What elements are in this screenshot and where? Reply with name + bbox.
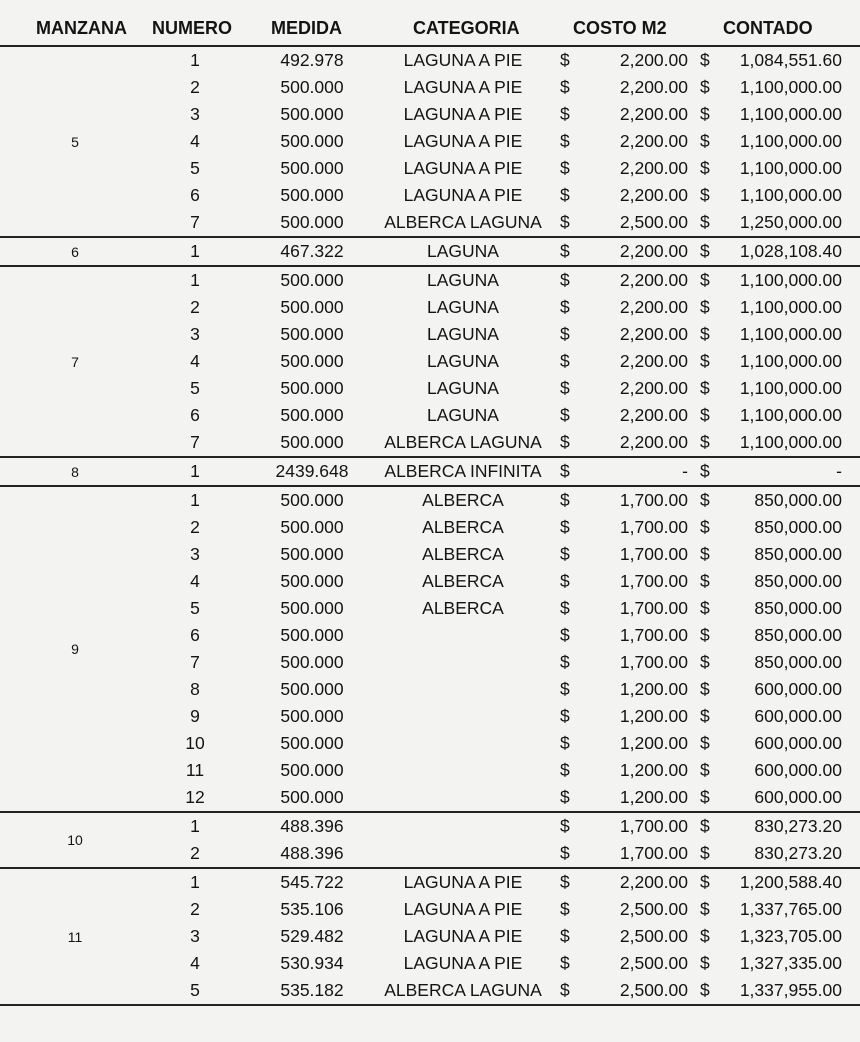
currency-symbol: $ bbox=[560, 212, 570, 232]
cost-per-m2: 2,200.00 bbox=[619, 270, 688, 290]
cash-price: 1,100,000.00 bbox=[739, 185, 842, 205]
cash-price: 1,100,000.00 bbox=[739, 270, 842, 290]
lot-category: ALBERCA bbox=[422, 571, 504, 591]
table-row bbox=[0, 840, 860, 867]
currency-symbol: $ bbox=[700, 405, 710, 425]
manzana-group bbox=[0, 47, 860, 238]
cash-price: 1,100,000.00 bbox=[739, 351, 842, 371]
currency-symbol: $ bbox=[560, 899, 570, 919]
lot-area: 467.322 bbox=[280, 241, 344, 261]
lot-number: 7 bbox=[190, 212, 200, 232]
currency-symbol: $ bbox=[560, 461, 570, 481]
currency-symbol: $ bbox=[560, 241, 570, 261]
currency-symbol: $ bbox=[700, 77, 710, 97]
currency-symbol: $ bbox=[700, 104, 710, 124]
cost-per-m2: 1,700.00 bbox=[619, 598, 688, 618]
lot-area: 530.934 bbox=[280, 953, 344, 973]
lot-area: 488.396 bbox=[280, 816, 344, 836]
lot-category: LAGUNA A PIE bbox=[403, 158, 523, 178]
lot-number: 2 bbox=[190, 517, 200, 537]
cash-price: 830,273.20 bbox=[754, 843, 842, 863]
table-row bbox=[0, 730, 860, 757]
header-contado: CONTADO bbox=[723, 18, 813, 38]
lot-category: LAGUNA A PIE bbox=[403, 131, 523, 151]
cash-price: 850,000.00 bbox=[754, 598, 842, 618]
table-header bbox=[0, 0, 860, 45]
lot-area: 535.182 bbox=[280, 980, 344, 1000]
currency-symbol: $ bbox=[560, 679, 570, 699]
currency-symbol: $ bbox=[560, 324, 570, 344]
lot-area: 500.000 bbox=[280, 104, 344, 124]
table-row bbox=[0, 155, 860, 182]
currency-symbol: $ bbox=[700, 816, 710, 836]
header-categoria: CATEGORIA bbox=[413, 18, 520, 38]
cash-price: 1,100,000.00 bbox=[739, 378, 842, 398]
cash-price: 600,000.00 bbox=[754, 679, 842, 699]
table-row bbox=[0, 813, 860, 840]
cost-per-m2: 2,200.00 bbox=[619, 131, 688, 151]
cost-per-m2: 2,200.00 bbox=[619, 158, 688, 178]
lot-number: 2 bbox=[190, 297, 200, 317]
cost-per-m2: 2,500.00 bbox=[619, 953, 688, 973]
lot-category: LAGUNA bbox=[427, 241, 499, 261]
lot-area: 500.000 bbox=[280, 544, 344, 564]
cost-per-m2: 2,200.00 bbox=[619, 432, 688, 452]
cash-price: 600,000.00 bbox=[754, 760, 842, 780]
lot-area: 500.000 bbox=[280, 652, 344, 672]
currency-symbol: $ bbox=[560, 787, 570, 807]
lot-number: 9 bbox=[190, 706, 200, 726]
lot-number: 3 bbox=[190, 104, 200, 124]
cost-per-m2: 2,200.00 bbox=[619, 185, 688, 205]
cost-per-m2: 2,200.00 bbox=[619, 872, 688, 892]
currency-symbol: $ bbox=[560, 351, 570, 371]
cost-per-m2: 1,700.00 bbox=[619, 571, 688, 591]
lot-area: 500.000 bbox=[280, 706, 344, 726]
cost-per-m2: 1,200.00 bbox=[619, 706, 688, 726]
currency-symbol: $ bbox=[560, 544, 570, 564]
cost-per-m2: 1,700.00 bbox=[619, 490, 688, 510]
table-row bbox=[0, 896, 860, 923]
manzana-label: 9 bbox=[71, 641, 79, 657]
manzana-group bbox=[0, 869, 860, 1006]
lot-category: LAGUNA bbox=[427, 324, 499, 344]
currency-symbol: $ bbox=[700, 432, 710, 452]
lot-area: 488.396 bbox=[280, 843, 344, 863]
manzana-label: 10 bbox=[67, 832, 83, 848]
currency-symbol: $ bbox=[700, 571, 710, 591]
cost-per-m2: 2,200.00 bbox=[619, 405, 688, 425]
lot-number: 1 bbox=[190, 816, 200, 836]
cash-price: 830,273.20 bbox=[754, 816, 842, 836]
cash-price: 850,000.00 bbox=[754, 544, 842, 564]
table-row bbox=[0, 923, 860, 950]
currency-symbol: $ bbox=[700, 297, 710, 317]
lot-area: 500.000 bbox=[280, 432, 344, 452]
currency-symbol: $ bbox=[700, 490, 710, 510]
lot-number: 11 bbox=[185, 760, 205, 780]
cost-per-m2: 1,200.00 bbox=[619, 760, 688, 780]
cost-per-m2: 2,500.00 bbox=[619, 980, 688, 1000]
table-row bbox=[0, 101, 860, 128]
cash-price: 850,000.00 bbox=[754, 517, 842, 537]
cash-price: 1,100,000.00 bbox=[739, 405, 842, 425]
table-row bbox=[0, 348, 860, 375]
currency-symbol: $ bbox=[700, 185, 710, 205]
currency-symbol: $ bbox=[560, 652, 570, 672]
lot-area: 500.000 bbox=[280, 378, 344, 398]
table-row bbox=[0, 267, 860, 294]
cash-price: 1,327,335.00 bbox=[739, 953, 842, 973]
table-row bbox=[0, 568, 860, 595]
cost-per-m2: 2,500.00 bbox=[619, 926, 688, 946]
lot-number: 1 bbox=[190, 461, 200, 481]
currency-symbol: $ bbox=[700, 351, 710, 371]
table-row bbox=[0, 487, 860, 514]
lot-area: 2439.648 bbox=[275, 461, 349, 481]
table-row bbox=[0, 703, 860, 730]
lot-category: LAGUNA A PIE bbox=[403, 872, 523, 892]
manzana-group bbox=[0, 813, 860, 869]
manzana-label: 5 bbox=[71, 133, 79, 150]
currency-symbol: $ bbox=[700, 158, 710, 178]
currency-symbol: $ bbox=[700, 706, 710, 726]
table-row bbox=[0, 950, 860, 977]
header-medida: MEDIDA bbox=[271, 18, 342, 38]
cash-price: 1,337,765.00 bbox=[739, 899, 842, 919]
cash-price: 850,000.00 bbox=[754, 652, 842, 672]
lot-area: 500.000 bbox=[280, 270, 344, 290]
cost-per-m2: 2,200.00 bbox=[619, 324, 688, 344]
currency-symbol: $ bbox=[560, 980, 570, 1000]
manzana-group bbox=[0, 487, 860, 813]
cost-per-m2: 1,700.00 bbox=[619, 517, 688, 537]
header-manzana: MANZANA bbox=[36, 18, 127, 38]
lot-number: 5 bbox=[190, 598, 200, 618]
lot-category: LAGUNA A PIE bbox=[403, 926, 523, 946]
header-costo-m2: COSTO M2 bbox=[573, 18, 667, 38]
cash-price: 1,323,705.00 bbox=[739, 926, 842, 946]
table-row bbox=[0, 429, 860, 456]
currency-symbol: $ bbox=[560, 598, 570, 618]
currency-symbol: $ bbox=[700, 787, 710, 807]
manzana-label: 6 bbox=[71, 243, 79, 260]
currency-symbol: $ bbox=[560, 953, 570, 973]
lot-number: 2 bbox=[190, 899, 200, 919]
lot-area: 535.106 bbox=[280, 899, 344, 919]
currency-symbol: $ bbox=[700, 517, 710, 537]
cash-price: 850,000.00 bbox=[754, 625, 842, 645]
lot-category: LAGUNA A PIE bbox=[403, 953, 523, 973]
currency-symbol: $ bbox=[700, 212, 710, 232]
currency-symbol: $ bbox=[560, 131, 570, 151]
table-row bbox=[0, 514, 860, 541]
currency-symbol: $ bbox=[700, 652, 710, 672]
currency-symbol: $ bbox=[700, 544, 710, 564]
table-row bbox=[0, 238, 860, 265]
lot-number: 4 bbox=[190, 953, 200, 973]
table-row bbox=[0, 622, 860, 649]
table-row bbox=[0, 182, 860, 209]
lot-number: 1 bbox=[190, 490, 200, 510]
currency-symbol: $ bbox=[560, 760, 570, 780]
lot-number: 1 bbox=[190, 50, 200, 70]
lot-area: 500.000 bbox=[280, 733, 344, 753]
cash-price: 1,100,000.00 bbox=[739, 104, 842, 124]
cost-per-m2: 2,500.00 bbox=[619, 212, 688, 232]
lot-category: LAGUNA bbox=[427, 351, 499, 371]
currency-symbol: $ bbox=[560, 432, 570, 452]
lot-category: ALBERCA LAGUNA bbox=[384, 980, 542, 1000]
cash-price: 1,100,000.00 bbox=[739, 77, 842, 97]
cash-price: 1,100,000.00 bbox=[739, 131, 842, 151]
manzana-group bbox=[0, 238, 860, 267]
lot-number: 2 bbox=[190, 843, 200, 863]
cost-per-m2: 2,200.00 bbox=[619, 77, 688, 97]
currency-symbol: $ bbox=[700, 625, 710, 645]
table-row bbox=[0, 47, 860, 74]
lot-area: 545.722 bbox=[280, 872, 344, 892]
currency-symbol: $ bbox=[560, 104, 570, 124]
lot-category: LAGUNA bbox=[427, 405, 499, 425]
table-row bbox=[0, 74, 860, 101]
lot-number: 5 bbox=[190, 378, 200, 398]
cash-price: 1,100,000.00 bbox=[739, 158, 842, 178]
cash-price: 600,000.00 bbox=[754, 787, 842, 807]
manzana-label: 7 bbox=[71, 353, 79, 370]
lot-area: 492.978 bbox=[280, 50, 344, 70]
manzana-label: 11 bbox=[67, 928, 83, 945]
lot-number: 4 bbox=[190, 131, 200, 151]
cost-per-m2: 1,700.00 bbox=[619, 652, 688, 672]
table-row bbox=[0, 294, 860, 321]
table-row bbox=[0, 784, 860, 811]
lot-number: 6 bbox=[190, 185, 200, 205]
lot-area: 500.000 bbox=[280, 324, 344, 344]
cost-per-m2: 1,200.00 bbox=[619, 787, 688, 807]
cost-per-m2: 2,200.00 bbox=[619, 378, 688, 398]
currency-symbol: $ bbox=[700, 899, 710, 919]
cost-per-m2: 2,200.00 bbox=[619, 351, 688, 371]
currency-symbol: $ bbox=[560, 77, 570, 97]
lot-number: 12 bbox=[185, 787, 205, 807]
currency-symbol: $ bbox=[700, 378, 710, 398]
cash-price: 1,084,551.60 bbox=[739, 50, 842, 70]
lot-category: LAGUNA bbox=[427, 378, 499, 398]
lot-area: 500.000 bbox=[280, 297, 344, 317]
currency-symbol: $ bbox=[700, 760, 710, 780]
manzana-group bbox=[0, 458, 860, 487]
header-numero: NUMERO bbox=[152, 18, 232, 38]
lot-number: 3 bbox=[190, 926, 200, 946]
lot-category: LAGUNA bbox=[427, 270, 499, 290]
currency-symbol: $ bbox=[700, 980, 710, 1000]
currency-symbol: $ bbox=[560, 872, 570, 892]
lot-area: 500.000 bbox=[280, 679, 344, 699]
lot-category: LAGUNA A PIE bbox=[403, 77, 523, 97]
lot-category: ALBERCA bbox=[422, 517, 504, 537]
table-row bbox=[0, 402, 860, 429]
currency-symbol: $ bbox=[560, 297, 570, 317]
cash-price: - bbox=[836, 461, 842, 481]
currency-symbol: $ bbox=[700, 953, 710, 973]
currency-symbol: $ bbox=[560, 733, 570, 753]
lot-category: LAGUNA A PIE bbox=[403, 899, 523, 919]
cost-per-m2: 2,200.00 bbox=[619, 104, 688, 124]
lot-number: 6 bbox=[190, 625, 200, 645]
currency-symbol: $ bbox=[700, 131, 710, 151]
lot-area: 500.000 bbox=[280, 760, 344, 780]
table-row bbox=[0, 209, 860, 236]
cash-price: 1,250,000.00 bbox=[739, 212, 842, 232]
cost-per-m2: 2,200.00 bbox=[619, 50, 688, 70]
table-row bbox=[0, 869, 860, 896]
currency-symbol: $ bbox=[560, 843, 570, 863]
price-table bbox=[0, 45, 860, 1006]
currency-symbol: $ bbox=[700, 50, 710, 70]
lot-number: 10 bbox=[185, 733, 205, 753]
table-row bbox=[0, 541, 860, 568]
cash-price: 600,000.00 bbox=[754, 733, 842, 753]
currency-symbol: $ bbox=[560, 378, 570, 398]
lot-area: 500.000 bbox=[280, 131, 344, 151]
manzana-label: 8 bbox=[71, 463, 79, 480]
cash-price: 1,028,108.40 bbox=[739, 241, 842, 261]
table-row bbox=[0, 458, 860, 485]
lot-number: 1 bbox=[190, 872, 200, 892]
lot-number: 4 bbox=[190, 571, 200, 591]
lot-category: ALBERCA bbox=[422, 490, 504, 510]
lot-area: 500.000 bbox=[280, 517, 344, 537]
table-row bbox=[0, 321, 860, 348]
currency-symbol: $ bbox=[700, 872, 710, 892]
currency-symbol: $ bbox=[560, 517, 570, 537]
lot-area: 500.000 bbox=[280, 490, 344, 510]
cost-per-m2: 2,200.00 bbox=[619, 241, 688, 261]
currency-symbol: $ bbox=[560, 270, 570, 290]
lot-category: ALBERCA bbox=[422, 544, 504, 564]
cost-per-m2: 1,200.00 bbox=[619, 733, 688, 753]
currency-symbol: $ bbox=[700, 926, 710, 946]
currency-symbol: $ bbox=[700, 241, 710, 261]
lot-area: 500.000 bbox=[280, 185, 344, 205]
currency-symbol: $ bbox=[700, 270, 710, 290]
lot-number: 4 bbox=[190, 351, 200, 371]
cash-price: 1,200,588.40 bbox=[739, 872, 842, 892]
cash-price: 850,000.00 bbox=[754, 571, 842, 591]
lot-category: LAGUNA A PIE bbox=[403, 185, 523, 205]
currency-symbol: $ bbox=[560, 816, 570, 836]
cost-per-m2: 2,200.00 bbox=[619, 297, 688, 317]
cost-per-m2: 1,700.00 bbox=[619, 816, 688, 836]
currency-symbol: $ bbox=[560, 50, 570, 70]
lot-number: 3 bbox=[190, 544, 200, 564]
cash-price: 600,000.00 bbox=[754, 706, 842, 726]
lot-area: 500.000 bbox=[280, 351, 344, 371]
lot-category: LAGUNA A PIE bbox=[403, 104, 523, 124]
currency-symbol: $ bbox=[560, 571, 570, 591]
lot-area: 500.000 bbox=[280, 625, 344, 645]
currency-symbol: $ bbox=[700, 679, 710, 699]
lot-number: 8 bbox=[190, 679, 200, 699]
table-row bbox=[0, 595, 860, 622]
table-row bbox=[0, 977, 860, 1004]
lot-area: 500.000 bbox=[280, 405, 344, 425]
manzana-group bbox=[0, 267, 860, 458]
lot-number: 1 bbox=[190, 270, 200, 290]
currency-symbol: $ bbox=[560, 185, 570, 205]
lot-area: 500.000 bbox=[280, 571, 344, 591]
currency-symbol: $ bbox=[560, 158, 570, 178]
lot-area: 500.000 bbox=[280, 158, 344, 178]
lot-number: 6 bbox=[190, 405, 200, 425]
cash-price: 1,100,000.00 bbox=[739, 432, 842, 452]
lot-number: 5 bbox=[190, 980, 200, 1000]
currency-symbol: $ bbox=[700, 598, 710, 618]
lot-area: 500.000 bbox=[280, 212, 344, 232]
cost-per-m2: 1,700.00 bbox=[619, 843, 688, 863]
lot-number: 1 bbox=[190, 241, 200, 261]
currency-symbol: $ bbox=[700, 324, 710, 344]
table-row bbox=[0, 676, 860, 703]
lot-number: 7 bbox=[190, 652, 200, 672]
cost-per-m2: 1,700.00 bbox=[619, 544, 688, 564]
lot-area: 500.000 bbox=[280, 598, 344, 618]
currency-symbol: $ bbox=[560, 625, 570, 645]
lot-number: 3 bbox=[190, 324, 200, 344]
cash-price: 1,100,000.00 bbox=[739, 324, 842, 344]
lot-category: ALBERCA LAGUNA bbox=[384, 432, 542, 452]
cost-per-m2: 2,500.00 bbox=[619, 899, 688, 919]
lot-number: 5 bbox=[190, 158, 200, 178]
currency-symbol: $ bbox=[560, 926, 570, 946]
lot-number: 7 bbox=[190, 432, 200, 452]
cost-per-m2: 1,200.00 bbox=[619, 679, 688, 699]
cost-per-m2: 1,700.00 bbox=[619, 625, 688, 645]
currency-symbol: $ bbox=[560, 706, 570, 726]
cost-per-m2: - bbox=[682, 461, 688, 481]
currency-symbol: $ bbox=[560, 405, 570, 425]
currency-symbol: $ bbox=[560, 490, 570, 510]
lot-area: 500.000 bbox=[280, 77, 344, 97]
lot-category: ALBERCA INFINITA bbox=[384, 461, 542, 481]
cash-price: 850,000.00 bbox=[754, 490, 842, 510]
lot-category: LAGUNA A PIE bbox=[403, 50, 523, 70]
lot-category: LAGUNA bbox=[427, 297, 499, 317]
table-row bbox=[0, 128, 860, 155]
currency-symbol: $ bbox=[700, 843, 710, 863]
lot-area: 529.482 bbox=[280, 926, 344, 946]
table-row bbox=[0, 375, 860, 402]
lot-category: ALBERCA LAGUNA bbox=[384, 212, 542, 232]
cash-price: 1,100,000.00 bbox=[739, 297, 842, 317]
table-row bbox=[0, 649, 860, 676]
lot-area: 500.000 bbox=[280, 787, 344, 807]
lot-number: 2 bbox=[190, 77, 200, 97]
cash-price: 1,337,955.00 bbox=[739, 980, 842, 1000]
table-row bbox=[0, 757, 860, 784]
currency-symbol: $ bbox=[700, 733, 710, 753]
currency-symbol: $ bbox=[700, 461, 710, 481]
lot-category: ALBERCA bbox=[422, 598, 504, 618]
